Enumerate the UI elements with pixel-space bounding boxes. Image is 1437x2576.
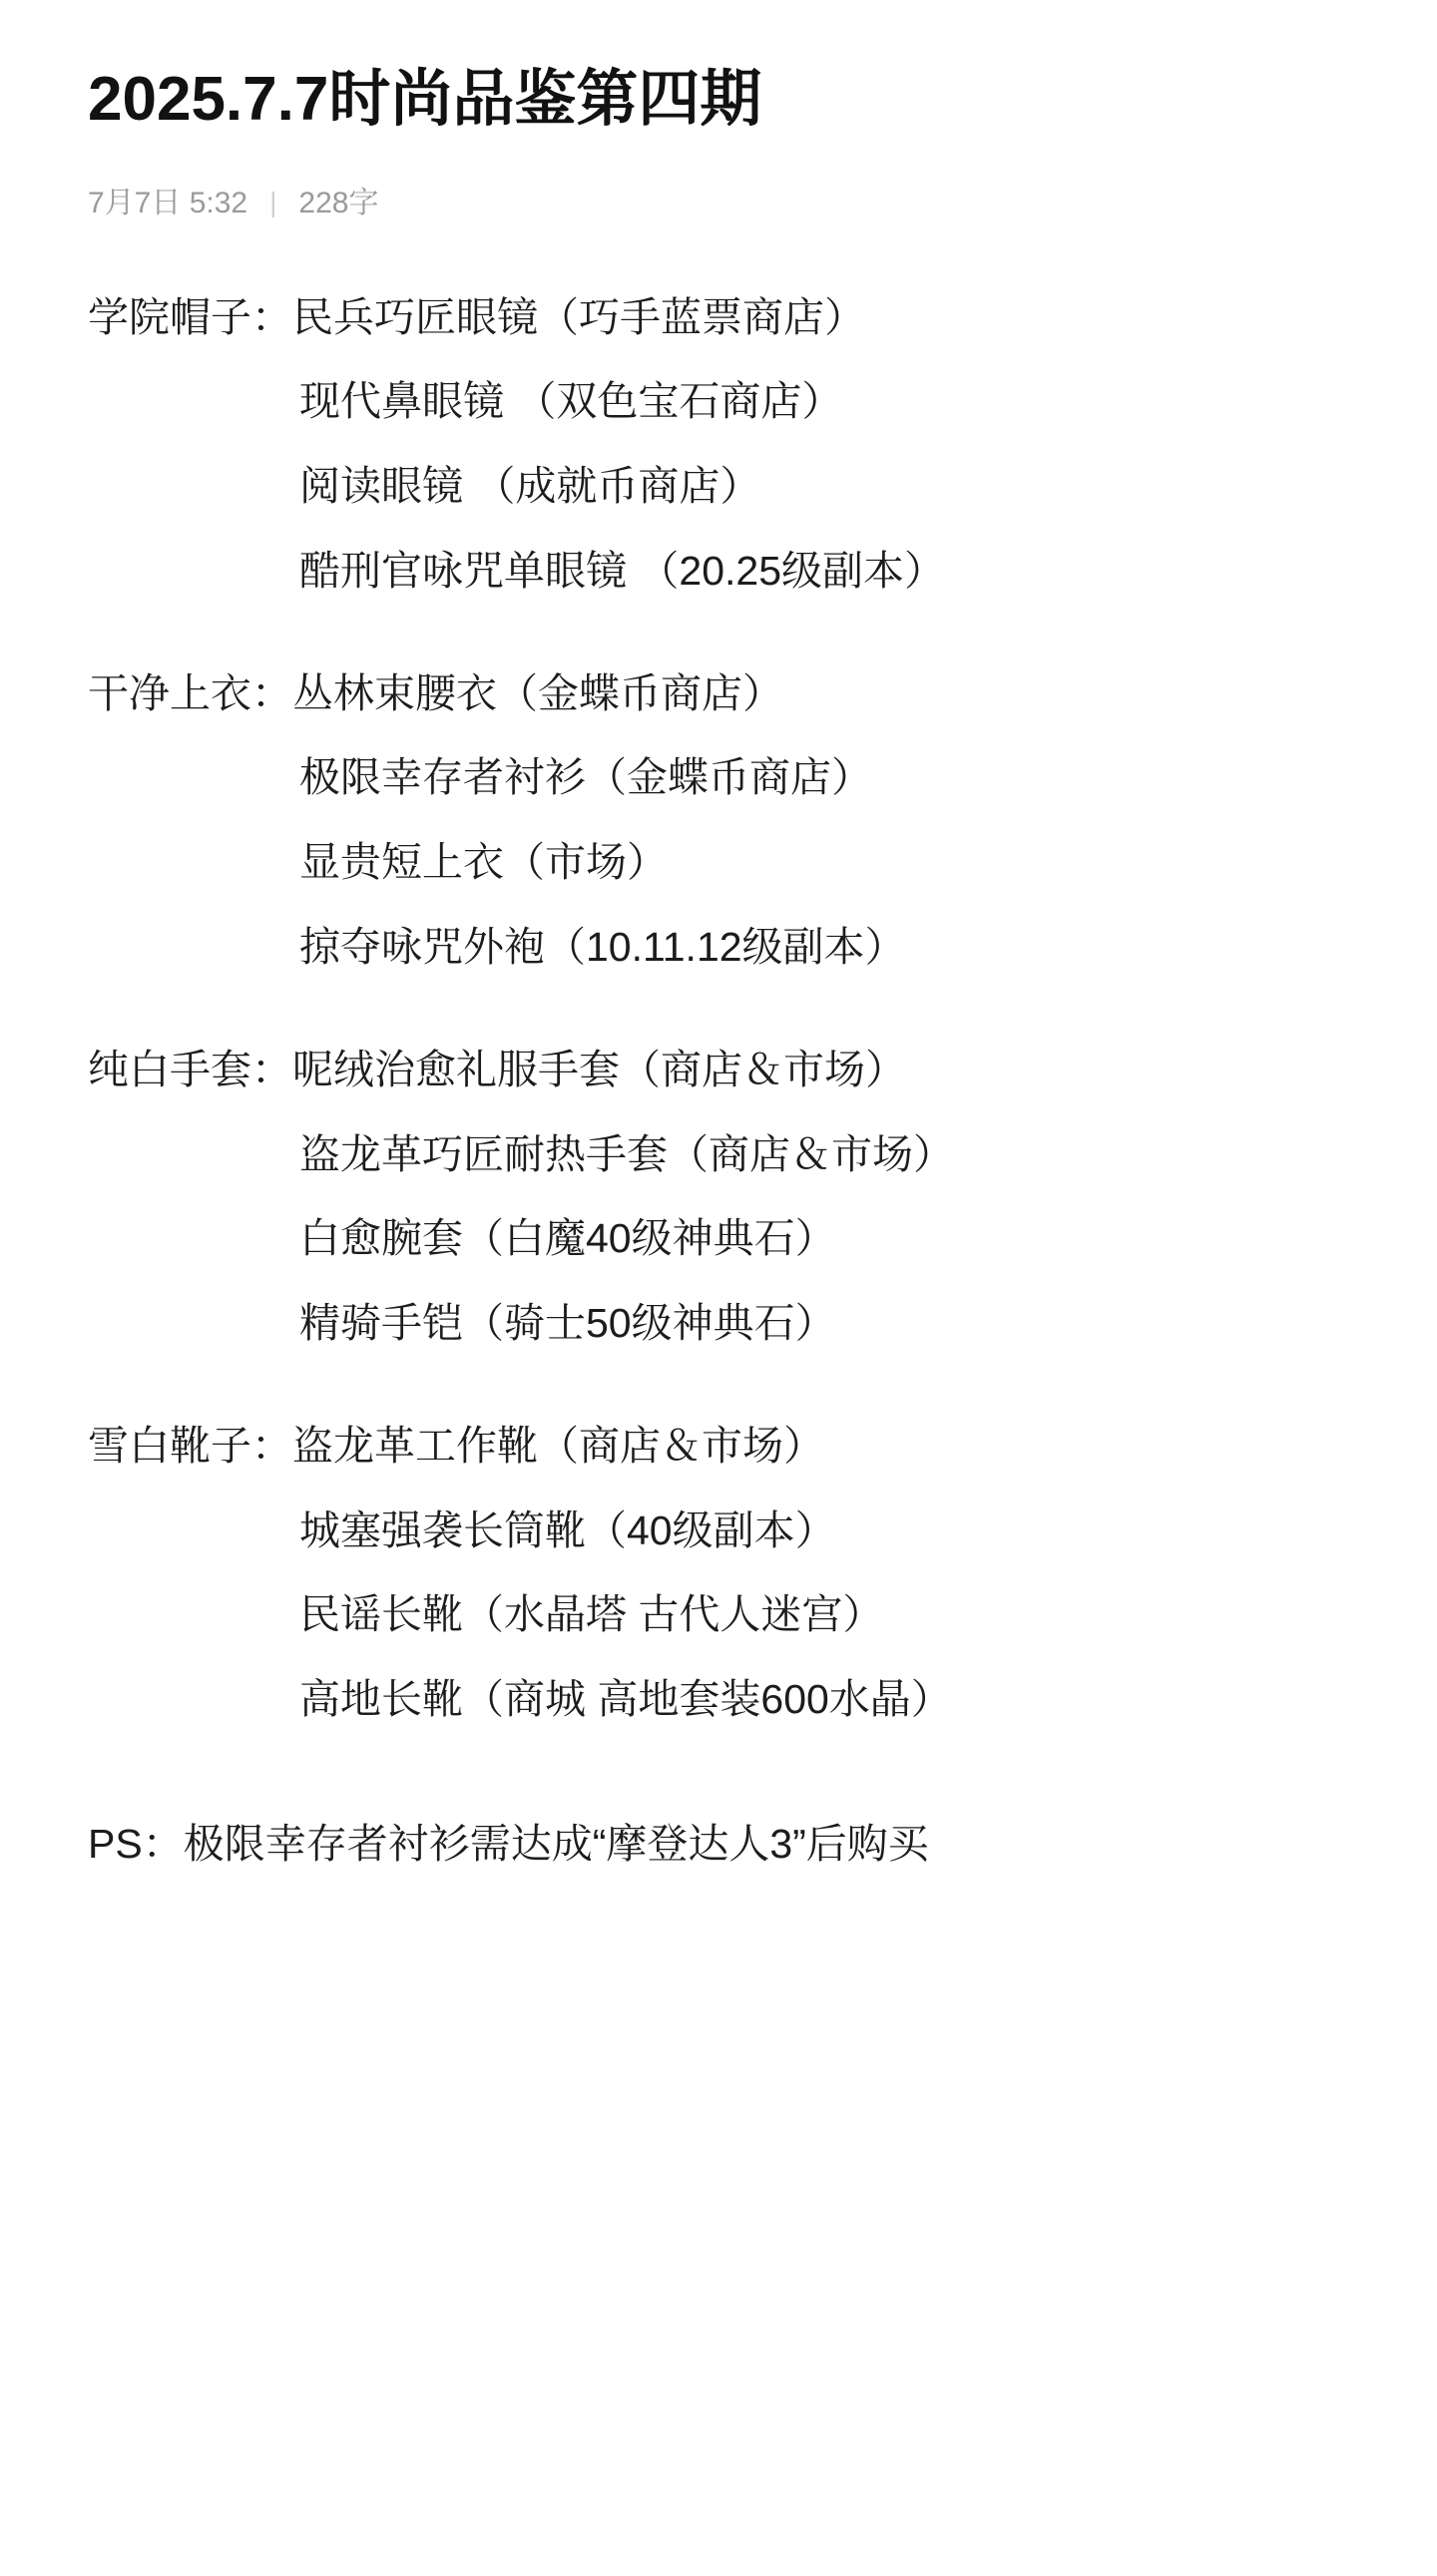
article-meta [88,186,1349,221]
section-item: 盗龙革工作靴（商店＆市场） [292,1422,824,1469]
list-item [88,830,1349,895]
list-item [88,661,1349,726]
section-item: 盗龙革巧匠耐热手套（商店＆市场） [299,1130,954,1177]
section-item: 高地长靴（商城 高地套装600水晶） [299,1676,952,1723]
section-item: 酷刑官咏咒单眼镜 （20.25级副本） [299,547,945,594]
list-item [88,1582,1349,1647]
section-group [88,1038,1349,1356]
section-item: 丛林束腰衣（金蝶币商店） [292,669,783,716]
list-item [88,1122,1349,1187]
article-body [88,285,1349,1876]
list-item [88,1206,1349,1271]
section-label: 雪白靴子： [88,1422,292,1469]
section-item: 精骑手铠（骑士50级神典石） [299,1300,836,1347]
list-item [88,1499,1349,1563]
list-item [88,915,1349,980]
page-title: 2025.7.7时尚品鉴第四期 [88,65,762,134]
meta-separator: | [269,186,277,217]
list-item [88,1038,1349,1102]
section-item: 呢绒治愈礼服手套（商店＆市场） [292,1046,906,1092]
list-item [88,1414,1349,1479]
section-label: 干净上衣： [88,669,292,716]
list-item [88,745,1349,810]
publish-date: 7月7日 [88,186,182,219]
section-group [88,285,1349,604]
word-count: 228字 [298,186,379,219]
section-item: 阅读眼镜 （成就币商店） [299,463,761,510]
section-label: 纯白手套： [88,1046,292,1092]
section-item: 现代鼻眼镜 （双色宝石商店） [299,378,843,425]
list-item [88,454,1349,519]
section-item: 极限幸存者衬衫（金蝶币商店） [299,754,872,801]
section-item: 显贵短上衣（市场） [299,839,668,886]
section-item: 民谣长靴（水晶塔 古代人迷宫） [299,1591,884,1638]
publish-time: 5:32 [189,186,248,219]
section-item: 民兵巧匠眼镜（巧手蓝票商店） [292,293,865,340]
section-label: 学院帽子： [88,293,292,340]
list-item [88,369,1349,434]
section-group [88,661,1349,980]
postscript-note: PS：极限幸存者衬衫需达成“摩登达人3”后购买 [88,1820,929,1867]
list-item [88,1291,1349,1356]
list-item [88,1667,1349,1732]
section-item: 掠夺咏咒外袍（10.11.12级副本） [299,923,906,970]
list-item [88,285,1349,350]
list-item [88,539,1349,604]
section-item: 城塞强袭长筒靴（40级副本） [299,1506,836,1553]
section-group [88,1414,1349,1732]
section-item: 白愈腕套（白魔40级神典石） [299,1215,836,1262]
